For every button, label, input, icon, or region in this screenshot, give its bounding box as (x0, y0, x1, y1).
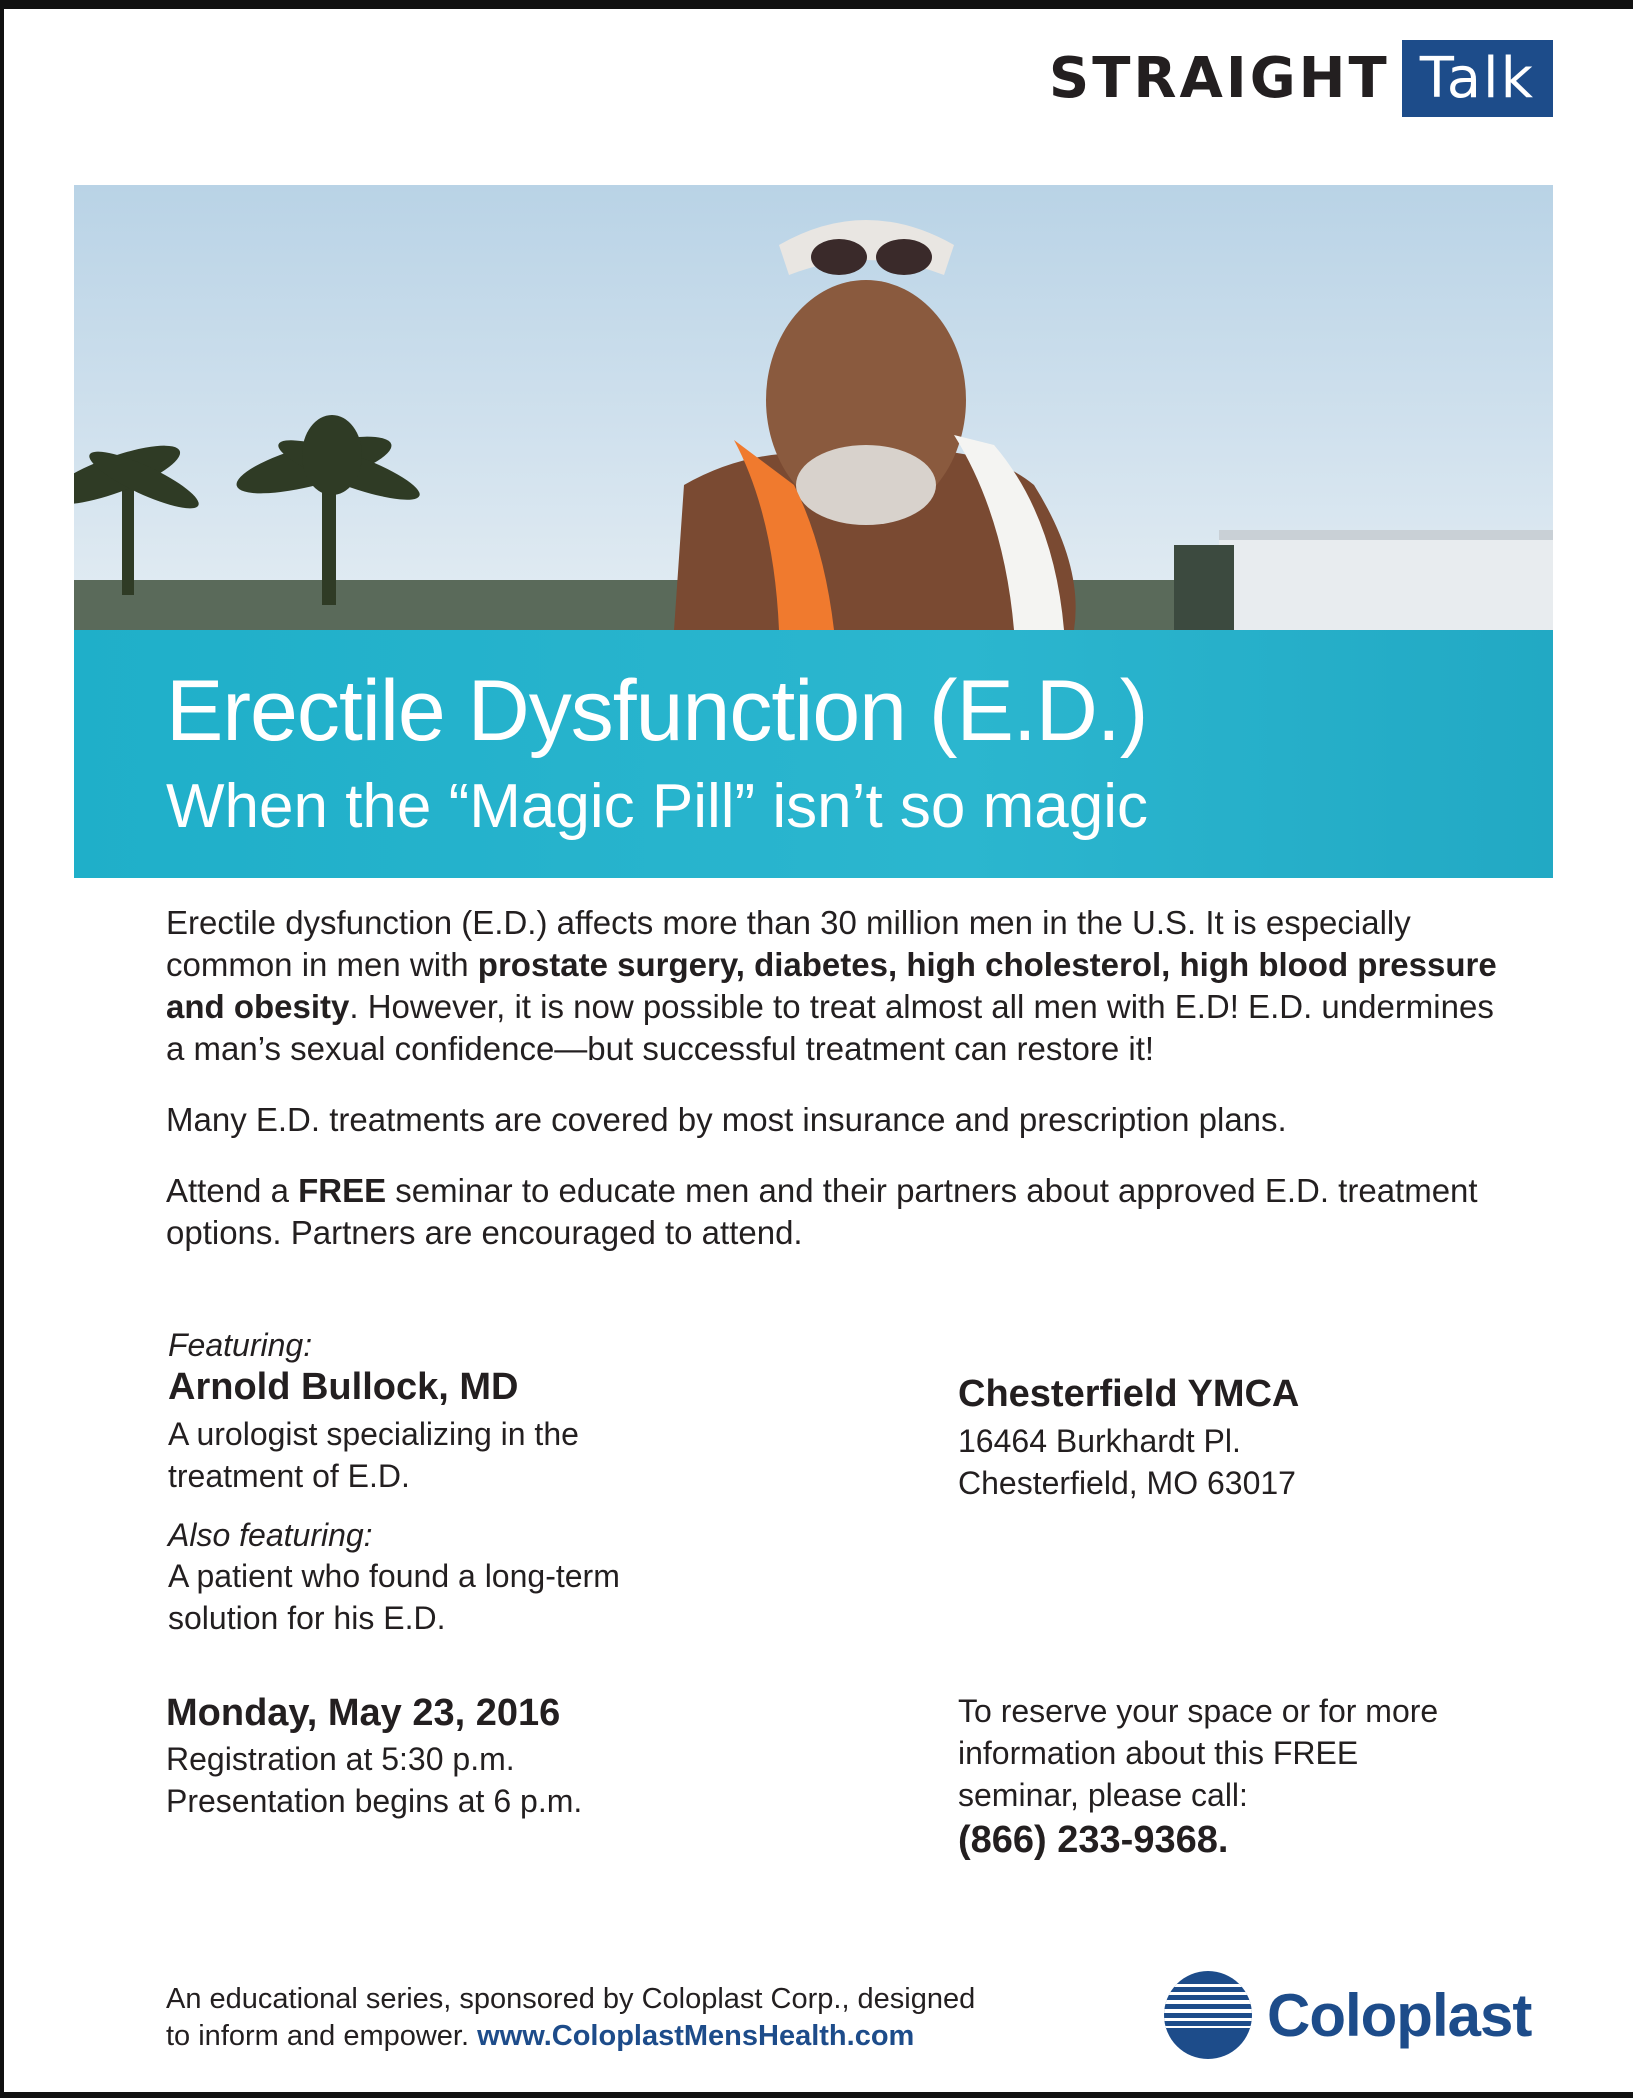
intro-paragraph-3: Attend a FREE seminar to educate men and their partners about approved E.D. treatment options. Partners are encouraged to attend. (166, 1172, 1478, 1251)
venue-street: 16464 Burkhardt Pl. (958, 1423, 1241, 1459)
straight-talk-logo (1049, 40, 1553, 117)
frame-top-border (0, 0, 1633, 9)
event-date: Monday, May 23, 2016 (166, 1692, 561, 1734)
venue-city: Chesterfield, MO 63017 (958, 1465, 1296, 1501)
also-featuring-1: A patient who found a long-term (168, 1558, 620, 1594)
footer-sponsor-text (166, 1981, 1026, 2055)
footer-line-2: to inform and empower. www.ColoplastMensHealth.com (166, 2020, 915, 2052)
frame-bottom-border (0, 2092, 1633, 2098)
reserve-block (958, 1690, 1558, 1864)
featuring-label: Featuring: (168, 1327, 313, 1363)
featuring-block (168, 1325, 788, 1639)
event-date-block (166, 1690, 806, 1822)
hero-banner (74, 185, 1553, 878)
venue-block (958, 1372, 1578, 1504)
speaker-name: Arnold Bullock, MD (168, 1366, 519, 1408)
coloplast-wordmark: Coloplast (1267, 1981, 1532, 2049)
speaker-desc-1: A urologist specializing in the (168, 1416, 579, 1452)
coloplast-globe-icon (1163, 1970, 1253, 2060)
brand-box: Talk (1402, 40, 1553, 117)
footer-line-1: An educational series, sponsored by Coloplast Corp., designed (166, 1983, 976, 2015)
speaker-desc-2: treatment of E.D. (168, 1458, 410, 1494)
venue-name: Chesterfield YMCA (958, 1373, 1300, 1415)
reserve-line-1: To reserve your space or for more (958, 1693, 1439, 1729)
frame-left-border (0, 0, 4, 2098)
hero-subtitle: When the “Magic Pill” isn’t so magic (166, 772, 1148, 841)
reserve-line-2: information about this FREE (958, 1735, 1359, 1771)
reserve-line-3: seminar, please call: (958, 1777, 1248, 1813)
also-featuring-label: Also featuring: (168, 1517, 373, 1553)
brand-word: STRAIGHT (1048, 46, 1390, 111)
registration-time: Registration at 5:30 p.m. (166, 1741, 515, 1777)
hero-photo (74, 185, 1553, 630)
sponsor-website-link[interactable]: www.ColoplastMensHealth.com (477, 2020, 915, 2052)
presentation-time: Presentation begins at 6 p.m. (166, 1783, 583, 1819)
intro-paragraph-1: Erectile dysfunction (E.D.) affects more than 30 million men in the U.S. It is especially common in men with prostate surgery, diabetes, high cholesterol, high blood pressure and obesity. However, it is now possible to treat almost all men with E.D! E.D. undermines a man’s sexual confidence—but successful treatment can restore it! (166, 904, 1497, 1067)
hero-title: Erectile Dysfunction (E.D.) (166, 663, 1148, 759)
phone-number: (866) 233-9368. (958, 1819, 1229, 1861)
intro-text (166, 902, 1506, 1283)
also-featuring-2: solution for his E.D. (168, 1600, 446, 1636)
intro-paragraph-2: Many E.D. treatments are covered by most insurance and prescription plans. (166, 1101, 1287, 1138)
coloplast-logo (1163, 1970, 1531, 2060)
